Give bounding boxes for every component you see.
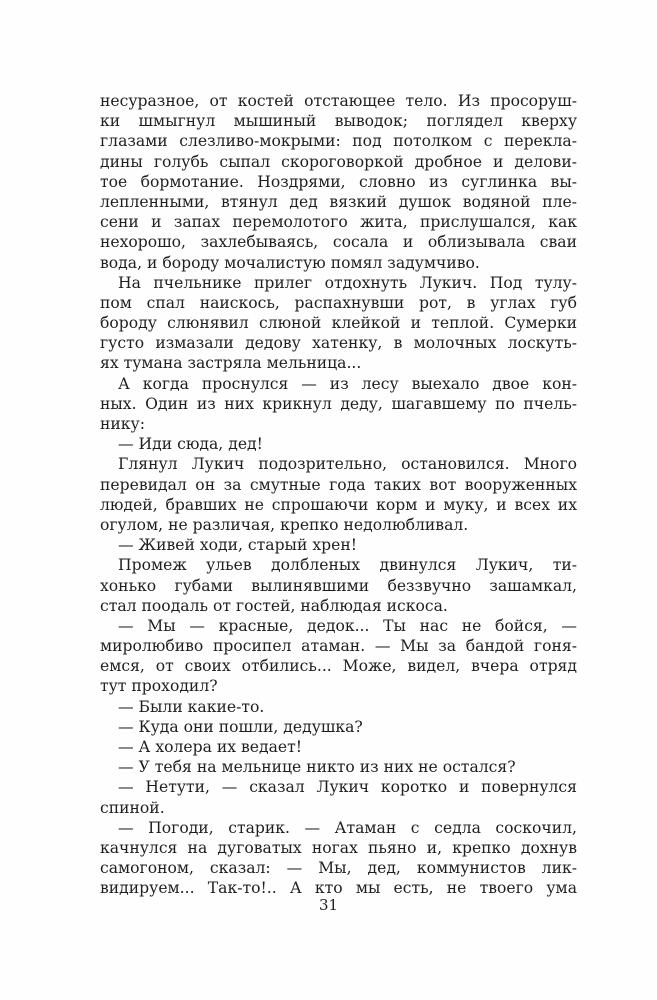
text-line: глазами слезливо-мокрыми: под потолком с перекла-	[100, 132, 577, 151]
text-line: — Погоди, старик. — Атаман с седла соскочил,	[118, 818, 577, 837]
text-line: пом спал наискось, распахнувши рот, в углах губ	[100, 293, 577, 312]
text-line: ки шмыгнул мышиный выводок; поглядел кверху	[100, 112, 577, 131]
text-line: — У тебя на мельнице никто из них не остался?	[118, 758, 516, 777]
text-line: ях тумана застряла мельница...	[100, 354, 362, 373]
text-line: самогоном, сказал: — Мы, дед, коммунистов лик-	[100, 859, 577, 878]
text-line: емся, от своих отбились... Може, видел, вчера отряд	[100, 657, 577, 676]
text-line: перевидал он за смутные года таких вот вооруженных	[100, 475, 577, 494]
page-number: 31	[318, 896, 339, 914]
text-line: людей, бравших не спрошаючи корм и муку, и всех их	[100, 495, 577, 514]
text-line: густо измазали дедову хатенку, в молочных лоскуть-	[100, 334, 577, 353]
text-line: нику:	[100, 415, 145, 433]
text-line: Промеж ульев долбленых двинулся Лукич, ти-	[118, 556, 577, 575]
text-line: бороду слюнявил слюной клейкой и теплой. Сумерки	[100, 314, 577, 333]
text-line: огулом, не различая, крепко недолюбливал.	[100, 515, 469, 534]
text-line: хонько губами вылинявшими беззвучно зашамкал,	[100, 576, 577, 595]
text-line: вода, и бороду мочалистую помял задумчиво.	[100, 253, 480, 272]
text-line: нехорошо, захлебываясь, сосала и облизывала сваи	[100, 233, 577, 252]
text-line: Глянул Лукич подозрительно, остановился. Много	[118, 455, 577, 474]
text-line: — Были какие-то.	[118, 697, 265, 716]
body-text	[100, 91, 577, 899]
text-line: миролюбиво просипел атаман. — Мы за бандой гоня-	[100, 637, 577, 656]
text-line: видируем... Так-то!.. А кто мы есть, не твоего ума	[100, 879, 577, 898]
text-line: ных. Один из них крикнул деду, шагавшему по пчель-	[100, 394, 577, 413]
text-line: несуразное, от костей отстающее тело. Из просоруш-	[100, 92, 577, 110]
text-line: — Живей ходи, старый хрен!	[118, 536, 357, 555]
text-line: спиной.	[100, 798, 165, 817]
text-line: — А холера их ведает!	[118, 738, 303, 756]
text-line: дины голубь сыпал скороговоркой дробное и делови-	[100, 152, 577, 171]
text-line: тое бормотание. Ноздрями, словно из суглинка вы-	[100, 172, 577, 191]
text-line: лепленными, втянул дед вязкий душок водяной пле-	[100, 192, 577, 211]
text-line: — Мы — красные, дедок... Ты нас не бойся, —	[118, 616, 577, 635]
text-line: — Куда они пошли, дедушка?	[118, 717, 363, 736]
text-line: А когда проснулся — из лесу выехало двое кон-	[118, 374, 577, 393]
text-line: тут проходил?	[100, 677, 218, 696]
text-line: качнулся на дуговатых ногах пьяно и, крепко дохнув	[100, 838, 577, 857]
text-line: сени и запах перемолотого жита, прислушался, как	[100, 213, 577, 232]
text-line: стал поодаль от гостей, наблюдая искоса.	[100, 596, 448, 615]
text-line: — Нетути, — сказал Лукич коротко и повернулся	[118, 778, 577, 797]
text-line: На пчельнике прилег отдохнуть Лукич. Под тулу-	[118, 273, 577, 292]
text-line: — Иди сюда, дед!	[118, 435, 263, 454]
